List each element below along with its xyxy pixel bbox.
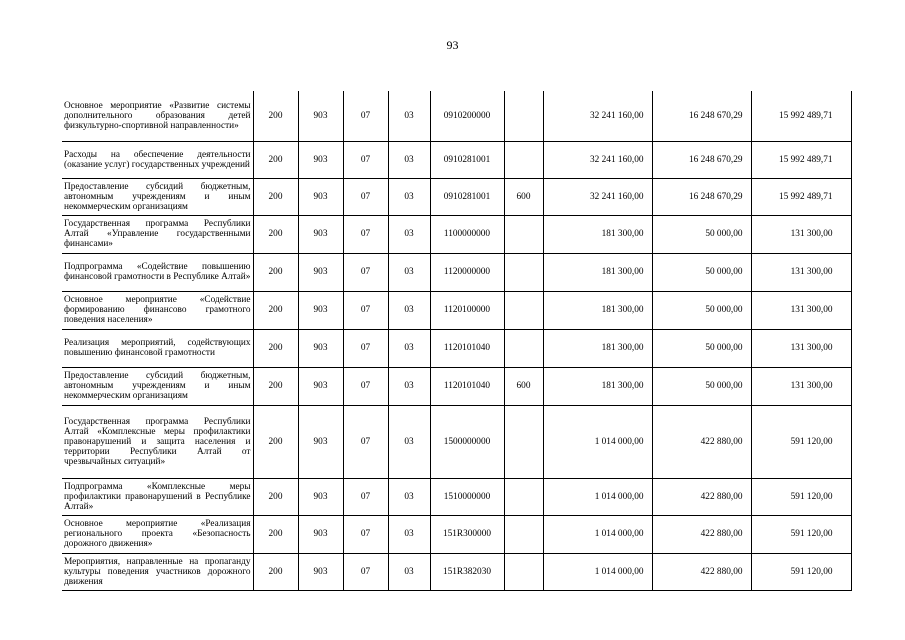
table-row	[62, 405, 851, 478]
target-article-cell: 1120101040	[430, 367, 504, 405]
row-description: Мероприятия, направленные на пропаганду культуры поведения участников дорожного движения	[62, 553, 253, 590]
expense-type-cell: 600	[504, 367, 543, 405]
code-cell: 200	[253, 291, 298, 329]
table-row	[62, 329, 851, 367]
code-cell: 903	[298, 291, 343, 329]
amount-cell: 181 300,00	[543, 253, 652, 291]
code-cell: 903	[298, 178, 343, 215]
expense-type-cell	[504, 329, 543, 367]
budget-table	[62, 91, 852, 591]
code-cell: 903	[298, 367, 343, 405]
code-cell: 03	[388, 253, 430, 291]
expense-type-cell	[504, 253, 543, 291]
amount-cell: 15 992 489,71	[751, 91, 851, 141]
amount-cell: 181 300,00	[543, 367, 652, 405]
table-row	[62, 215, 851, 253]
code-cell: 03	[388, 215, 430, 253]
amount-cell: 50 000,00	[652, 291, 751, 329]
code-cell: 07	[343, 515, 388, 553]
amount-cell: 131 300,00	[751, 291, 851, 329]
code-cell: 200	[253, 553, 298, 590]
code-cell: 903	[298, 478, 343, 515]
code-cell: 03	[388, 405, 430, 478]
expense-type-cell	[504, 553, 543, 590]
amount-cell: 15 992 489,71	[751, 141, 851, 178]
row-description: Государственная программа Республики Алтай «Комплексные меры профилактики правонарушений и защита населения и территории Республики Алтай от чрезвычайных ситуаций»	[62, 405, 253, 478]
table-row	[62, 291, 851, 329]
target-article-cell: 0910281001	[430, 178, 504, 215]
expense-type-cell	[504, 405, 543, 478]
amount-cell: 591 120,00	[751, 478, 851, 515]
code-cell: 903	[298, 253, 343, 291]
row-description: Подпрограмма «Комплексные меры профилактики правонарушений в Республике Алтай»	[62, 478, 253, 515]
code-cell: 07	[343, 291, 388, 329]
amount-cell: 32 241 160,00	[543, 141, 652, 178]
table-row	[62, 367, 851, 405]
code-cell: 200	[253, 141, 298, 178]
amount-cell: 1 014 000,00	[543, 405, 652, 478]
code-cell: 200	[253, 253, 298, 291]
code-cell: 200	[253, 478, 298, 515]
amount-cell: 181 300,00	[543, 291, 652, 329]
row-description: Подпрограмма «Содействие повышению финансовой грамотности в Республике Алтай»	[62, 253, 253, 291]
table-row	[62, 553, 851, 590]
amount-cell: 1 014 000,00	[543, 478, 652, 515]
amount-cell: 422 880,00	[652, 405, 751, 478]
code-cell: 200	[253, 215, 298, 253]
code-cell: 903	[298, 215, 343, 253]
code-cell: 07	[343, 405, 388, 478]
amount-cell: 131 300,00	[751, 329, 851, 367]
row-description: Расходы на обеспечение деятельности (оказание услуг) государственных учреждений	[62, 141, 253, 178]
row-description: Основное мероприятие «Развитие системы дополнительного образования детей физкультурно-спортивной направленности»	[62, 91, 253, 141]
code-cell: 03	[388, 478, 430, 515]
amount-cell: 422 880,00	[652, 553, 751, 590]
amount-cell: 1 014 000,00	[543, 553, 652, 590]
expense-type-cell	[504, 291, 543, 329]
target-article-cell: 0910200000	[430, 91, 504, 141]
code-cell: 03	[388, 141, 430, 178]
amount-cell: 1 014 000,00	[543, 515, 652, 553]
code-cell: 200	[253, 91, 298, 141]
table-body	[62, 91, 851, 590]
code-cell: 03	[388, 329, 430, 367]
amount-cell: 50 000,00	[652, 367, 751, 405]
code-cell: 903	[298, 329, 343, 367]
code-cell: 07	[343, 553, 388, 590]
code-cell: 903	[298, 515, 343, 553]
code-cell: 07	[343, 215, 388, 253]
expense-type-cell	[504, 141, 543, 178]
code-cell: 03	[388, 515, 430, 553]
code-cell: 03	[388, 291, 430, 329]
expense-type-cell	[504, 215, 543, 253]
target-article-cell: 1100000000	[430, 215, 504, 253]
code-cell: 07	[343, 141, 388, 178]
table-row	[62, 478, 851, 515]
amount-cell: 16 248 670,29	[652, 141, 751, 178]
target-article-cell: 151R382030	[430, 553, 504, 590]
target-article-cell: 0910281001	[430, 141, 504, 178]
row-description: Основное мероприятие «Содействие формированию финансово грамотного поведения населения»	[62, 291, 253, 329]
code-cell: 903	[298, 405, 343, 478]
amount-cell: 131 300,00	[751, 253, 851, 291]
code-cell: 903	[298, 553, 343, 590]
code-cell: 07	[343, 91, 388, 141]
amount-cell: 32 241 160,00	[543, 178, 652, 215]
target-article-cell: 1120000000	[430, 253, 504, 291]
amount-cell: 15 992 489,71	[751, 178, 851, 215]
row-description: Предоставление субсидий бюджетным, автономным учреждениям и иным некоммерческим организациям	[62, 367, 253, 405]
amount-cell: 181 300,00	[543, 329, 652, 367]
amount-cell: 16 248 670,29	[652, 178, 751, 215]
code-cell: 903	[298, 141, 343, 178]
amount-cell: 50 000,00	[652, 329, 751, 367]
row-description: Предоставление субсидий бюджетным, автономным учреждениям и иным некоммерческим организациям	[62, 178, 253, 215]
amount-cell: 50 000,00	[652, 253, 751, 291]
target-article-cell: 151R300000	[430, 515, 504, 553]
table-row	[62, 515, 851, 553]
table-row	[62, 178, 851, 215]
target-article-cell: 1510000000	[430, 478, 504, 515]
target-article-cell: 1500000000	[430, 405, 504, 478]
target-article-cell: 1120100000	[430, 291, 504, 329]
code-cell: 200	[253, 329, 298, 367]
row-description: Государственная программа Республики Алтай «Управление государственными финансами»	[62, 215, 253, 253]
code-cell: 200	[253, 178, 298, 215]
amount-cell: 131 300,00	[751, 367, 851, 405]
code-cell: 03	[388, 553, 430, 590]
expense-type-cell	[504, 478, 543, 515]
amount-cell: 131 300,00	[751, 215, 851, 253]
row-description: Реализация мероприятий, содействующих повышению финансовой грамотности	[62, 329, 253, 367]
code-cell: 07	[343, 329, 388, 367]
expense-type-cell	[504, 515, 543, 553]
expense-type-cell	[504, 91, 543, 141]
amount-cell: 591 120,00	[751, 405, 851, 478]
code-cell: 07	[343, 478, 388, 515]
code-cell: 07	[343, 253, 388, 291]
amount-cell: 422 880,00	[652, 478, 751, 515]
amount-cell: 591 120,00	[751, 553, 851, 590]
row-description: Основное мероприятие «Реализация регионального проекта «Безопасность дорожного движения»	[62, 515, 253, 553]
code-cell: 200	[253, 515, 298, 553]
amount-cell: 32 241 160,00	[543, 91, 652, 141]
amount-cell: 591 120,00	[751, 515, 851, 553]
code-cell: 200	[253, 405, 298, 478]
target-article-cell: 1120101040	[430, 329, 504, 367]
amount-cell: 422 880,00	[652, 515, 751, 553]
code-cell: 03	[388, 178, 430, 215]
code-cell: 07	[343, 178, 388, 215]
code-cell: 200	[253, 367, 298, 405]
amount-cell: 181 300,00	[543, 215, 652, 253]
amount-cell: 16 248 670,29	[652, 91, 751, 141]
amount-cell: 50 000,00	[652, 215, 751, 253]
code-cell: 03	[388, 91, 430, 141]
code-cell: 903	[298, 91, 343, 141]
page-number: 93	[446, 38, 459, 52]
code-cell: 07	[343, 367, 388, 405]
expense-type-cell: 600	[504, 178, 543, 215]
code-cell: 03	[388, 367, 430, 405]
table-row	[62, 253, 851, 291]
table-row	[62, 91, 851, 141]
table-row	[62, 141, 851, 178]
